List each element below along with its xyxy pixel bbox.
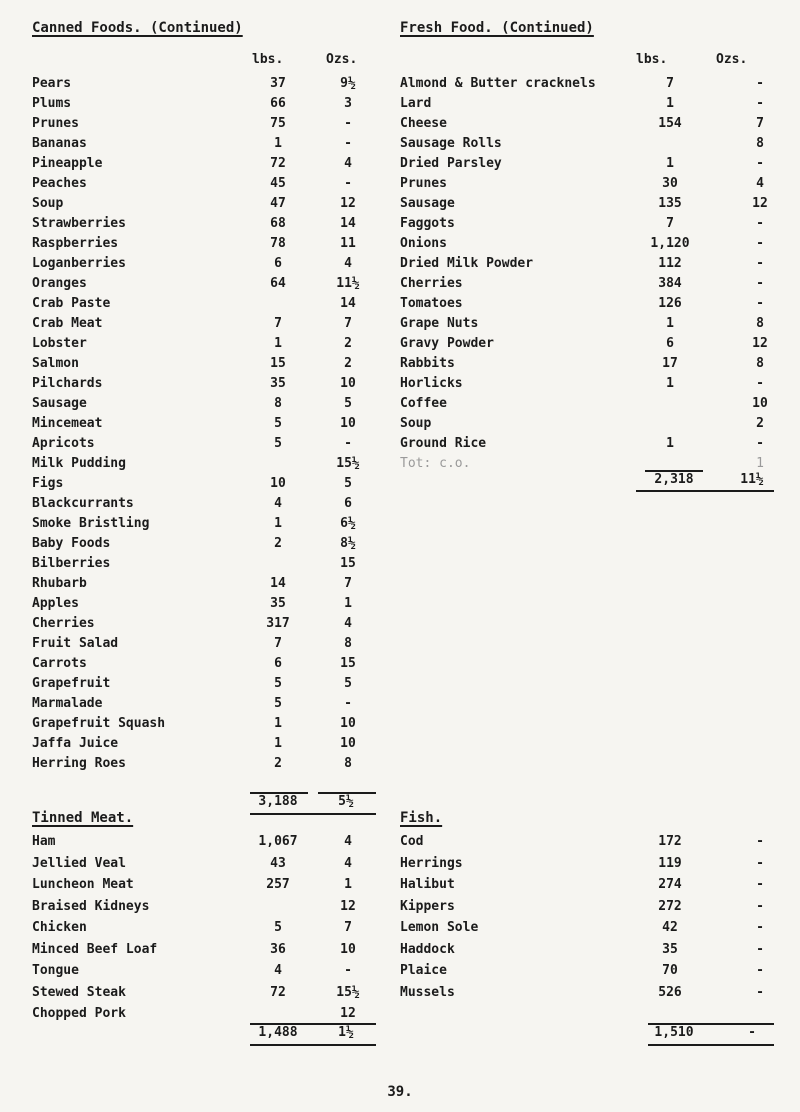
tinned-item-name: Chicken [32,920,87,935]
tinned-item-name: Minced Beef Loaf [32,941,158,957]
canned-total-lbs: 3,188 [258,794,298,809]
fresh-item-name: Lard [400,96,432,111]
fish-item-lbs: 119 [658,855,682,871]
fresh-item-name: Soup [400,416,432,431]
fresh-item-ozs: - [756,256,764,271]
canned-item-name: Peaches [32,176,87,191]
fresh-item-ozs: - [756,276,764,291]
tinned-item-lbs: 1,067 [258,834,298,849]
canned-item-lbs: 2 [274,536,282,551]
canned-item-ozs: 5 [344,396,352,411]
fresh-item-lbs: 1 [666,376,674,391]
tinned-item-name: Tongue [32,963,79,978]
fish-item-lbs: 172 [658,834,682,849]
fresh-total-underline [636,490,774,492]
canned-item-lbs: 37 [270,76,286,91]
fish-item-name: Haddock [400,941,455,957]
fresh-item-lbs: 135 [658,196,682,211]
canned-item-ozs: 10 [340,716,356,731]
fresh-item-name: Dried Milk Powder [400,256,534,271]
fish-item-ozs: - [756,963,764,978]
tinned-item-lbs: 72 [270,984,286,1000]
canned-item-name: Cherries [32,616,95,631]
tinned-total-ozs: 1½ [338,1025,354,1040]
fresh-item-lbs: 384 [658,276,682,291]
fresh-item-lbs: 126 [658,296,682,311]
fresh-item-name: Grape Nuts [400,316,479,331]
fresh-item-lbs: 17 [662,356,678,371]
canned-item-ozs: 6½ [340,516,356,531]
canned-item-lbs: 2 [274,756,282,771]
canned-lbs-header: lbs. [252,52,284,67]
canned-item-lbs: 64 [270,276,286,291]
fish-total-ozs: - [748,1025,756,1040]
tinned-item-lbs: 36 [270,941,286,957]
fresh-item-name: Sausage Rolls [400,136,502,151]
fresh-item-ozs: - [756,96,764,111]
canned-item-name: Plums [32,96,72,111]
fresh-item-ozs: 12 [752,196,768,211]
canned-total-ozs: 5½ [338,794,354,809]
fresh-item-name: Horlicks [400,376,463,391]
canned-item-lbs: 72 [270,156,286,171]
fish-item-lbs: 274 [658,877,682,892]
canned-item-name: Soup [32,196,64,211]
canned-item-name: Bilberries [32,556,111,571]
fresh-faint-name: Tot: c.o. [400,456,471,471]
fresh-food-heading: Fresh Food. (Continued) [400,20,594,36]
canned-item-ozs: 2 [344,336,352,351]
canned-item-lbs: 10 [270,476,286,491]
canned-item-name: Loganberries [32,256,126,271]
fresh-item-name: Tomatoes [400,296,463,311]
fish-item-lbs: 42 [662,920,678,935]
tinned-item-ozs: 4 [344,834,352,849]
canned-item-ozs: 11 [340,236,356,251]
canned-item-lbs: 8 [274,396,282,411]
fish-item-lbs: 272 [658,898,682,914]
canned-item-lbs: 4 [274,496,282,511]
fresh-item-lbs: 112 [658,256,682,271]
canned-item-ozs: 8 [344,756,352,771]
fish-total-lbs: 1,510 [654,1025,694,1040]
canned-item-name: Carrots [32,656,87,671]
fresh-item-lbs: 154 [658,116,682,131]
fresh-item-ozs: 10 [752,396,768,411]
canned-item-name: Strawberries [32,216,126,231]
fish-item-ozs: - [756,855,764,871]
canned-item-name: Jaffa Juice [32,736,119,751]
fish-item-lbs: 526 [658,984,682,1000]
fish-total-underline [648,1044,774,1046]
fish-item-ozs: - [756,834,764,849]
canned-item-name: Grapefruit [32,676,111,691]
canned-item-ozs: 12 [340,196,356,211]
canned-item-lbs: 5 [274,436,282,451]
canned-item-name: Pilchards [32,376,103,391]
fresh-item-name: Gravy Powder [400,336,494,351]
fresh-item-name: Cherries [400,276,463,291]
canned-item-ozs: 7 [344,576,352,591]
tinned-item-lbs: 5 [274,920,282,935]
canned-item-ozs: 8½ [340,536,356,551]
canned-item-lbs: 35 [270,596,286,611]
fish-item-ozs: - [756,941,764,957]
canned-item-lbs: 1 [274,336,282,351]
fish-item-ozs: - [756,898,764,914]
canned-item-ozs: - [344,436,352,451]
fish-item-name: Kippers [400,898,455,914]
canned-item-ozs: 5 [344,476,352,491]
fresh-item-ozs: 8 [756,356,764,371]
canned-item-name: Crab Paste [32,296,111,311]
fresh-item-lbs: 1 [666,96,674,111]
canned-item-name: Smoke Bristling [32,516,150,531]
canned-item-lbs: 7 [274,636,282,651]
tinned-item-ozs: 15½ [336,984,360,1000]
canned-item-ozs: 7 [344,316,352,331]
canned-item-name: Figs [32,476,64,491]
fish-item-ozs: - [756,877,764,892]
canned-item-name: Rhubarb [32,576,87,591]
canned-item-ozs: 8 [344,636,352,651]
tinned-item-ozs: - [344,963,352,978]
tinned-item-name: Chopped Pork [32,1006,126,1021]
tinned-item-ozs: 10 [340,941,356,957]
canned-item-lbs: 45 [270,176,286,191]
fresh-total-ozs: 11½ [740,472,764,487]
fresh-item-ozs: - [756,236,764,251]
canned-item-lbs: 1 [274,516,282,531]
fresh-item-name: Coffee [400,396,447,411]
fresh-item-ozs: 4 [756,176,764,191]
canned-item-lbs: 78 [270,236,286,251]
canned-item-ozs: 3 [344,96,352,111]
canned-item-ozs: 5 [344,676,352,691]
canned-item-name: Milk Pudding [32,456,126,471]
canned-item-name: Apricots [32,436,95,451]
fresh-item-name: Sausage [400,196,455,211]
canned-item-name: Grapefruit Squash [32,716,166,731]
fresh-item-lbs: 6 [666,336,674,351]
tinned-item-lbs: 257 [266,877,290,892]
canned-item-lbs: 47 [270,196,286,211]
fresh-total-lbs: 2,318 [654,472,694,487]
tinned-item-ozs: 4 [344,855,352,871]
fresh-item-name: Ground Rice [400,436,487,451]
canned-item-name: Baby Foods [32,536,111,551]
tinned-item-ozs: 1 [344,877,352,892]
canned-item-name: Oranges [32,276,87,291]
tinned-item-name: Stewed Steak [32,984,126,1000]
tinned-item-name: Luncheon Meat [32,877,134,892]
tinned-item-name: Braised Kidneys [32,898,150,914]
canned-item-name: Bananas [32,136,87,151]
canned-item-lbs: 1 [274,136,282,151]
canned-item-name: Blackcurrants [32,496,134,511]
canned-item-ozs: 1 [344,596,352,611]
fresh-item-name: Faggots [400,216,455,231]
canned-item-lbs: 5 [274,416,282,431]
fresh-item-lbs: 1 [666,316,674,331]
tinned-meat-heading: Tinned Meat. [32,810,134,826]
fresh-item-lbs: 7 [666,76,674,91]
canned-item-ozs: 10 [340,416,356,431]
fish-item-ozs: - [756,920,764,935]
fresh-item-ozs: - [756,216,764,231]
fresh-item-name: Cheese [400,116,447,131]
fresh-item-name: Dried Parsley [400,156,502,171]
tinned-item-lbs: 4 [274,963,282,978]
fresh-item-name: Prunes [400,176,447,191]
canned-item-lbs: 6 [274,656,282,671]
canned-item-lbs: 75 [270,116,286,131]
fresh-item-ozs: - [756,376,764,391]
canned-item-lbs: 68 [270,216,286,231]
canned-item-name: Pears [32,76,72,91]
canned-total-underline [250,813,376,815]
canned-item-ozs: 6 [344,496,352,511]
fish-item-name: Cod [400,834,424,849]
canned-foods-heading: Canned Foods. (Continued) [32,20,243,36]
fresh-item-ozs: 8 [756,316,764,331]
page-number: 39. [387,1084,413,1100]
canned-item-ozs: 15½ [336,456,360,471]
canned-item-name: Lobster [32,336,87,351]
canned-item-name: Herring Roes [32,756,126,771]
canned-item-lbs: 1 [274,736,282,751]
canned-item-name: Sausage [32,396,87,411]
canned-item-name: Prunes [32,116,79,131]
canned-item-ozs: - [344,176,352,191]
fresh-item-lbs: 1 [666,436,674,451]
canned-item-ozs: - [344,696,352,711]
canned-item-lbs: 14 [270,576,286,591]
canned-item-lbs: 66 [270,96,286,111]
fish-item-lbs: 70 [662,963,678,978]
fresh-item-ozs: 2 [756,416,764,431]
tinned-total-underline [250,1044,376,1046]
canned-item-ozs: 15 [340,656,356,671]
canned-item-name: Pineapple [32,156,103,171]
canned-item-lbs: 5 [274,696,282,711]
canned-item-lbs: 35 [270,376,286,391]
tinned-item-name: Ham [32,834,56,849]
canned-item-ozs: - [344,116,352,131]
canned-item-ozs: 11½ [336,276,360,291]
tinned-item-ozs: 7 [344,920,352,935]
tinned-item-ozs: 12 [340,898,356,914]
fresh-item-name: Onions [400,236,447,251]
fish-item-name: Lemon Sole [400,920,479,935]
fish-item-lbs: 35 [662,941,678,957]
canned-item-lbs: 6 [274,256,282,271]
canned-ozs-header: Ozs. [326,52,358,67]
fresh-item-lbs: 7 [666,216,674,231]
fresh-item-lbs: 1,120 [650,236,690,251]
canned-item-name: Marmalade [32,696,103,711]
canned-item-name: Fruit Salad [32,636,119,651]
fresh-item-name: Almond & Butter cracknels [400,76,596,91]
canned-item-name: Raspberries [32,236,119,251]
canned-item-name: Salmon [32,356,79,371]
fresh-item-ozs: 7 [756,116,764,131]
fresh-lbs-header: lbs. [636,52,668,67]
canned-item-ozs: 15 [340,556,356,571]
fresh-item-ozs: - [756,436,764,451]
fish-item-ozs: - [756,984,764,1000]
fresh-item-lbs: 1 [666,156,674,171]
canned-item-ozs: 2 [344,356,352,371]
canned-item-ozs: - [344,136,352,151]
tinned-item-lbs: 43 [270,855,286,871]
canned-item-name: Apples [32,596,79,611]
canned-item-name: Crab Meat [32,316,103,331]
fresh-ozs-header: Ozs. [716,52,748,67]
tinned-item-ozs: 12 [340,1006,356,1021]
canned-item-ozs: 4 [344,156,352,171]
canned-item-name: Mincemeat [32,416,103,431]
fish-item-name: Mussels [400,984,455,1000]
fresh-item-ozs: - [756,296,764,311]
fresh-item-lbs: 30 [662,176,678,191]
fresh-item-ozs: 12 [752,336,768,351]
fish-item-name: Halibut [400,877,455,892]
canned-item-ozs: 10 [340,376,356,391]
canned-item-lbs: 15 [270,356,286,371]
canned-item-ozs: 14 [340,296,356,311]
tinned-total-lbs: 1,488 [258,1025,298,1040]
fresh-item-name: Rabbits [400,356,455,371]
fresh-faint-ozs: 1 [756,456,764,471]
fish-item-name: Herrings [400,855,463,871]
canned-item-lbs: 7 [274,316,282,331]
canned-item-ozs: 10 [340,736,356,751]
canned-item-ozs: 14 [340,216,356,231]
fish-heading: Fish. [400,810,443,826]
fish-item-name: Plaice [400,963,447,978]
fresh-item-ozs: - [756,76,764,91]
canned-item-ozs: 4 [344,256,352,271]
canned-item-ozs: 9½ [340,76,356,91]
canned-item-lbs: 5 [274,676,282,691]
canned-item-ozs: 4 [344,616,352,631]
tinned-item-name: Jellied Veal [32,855,126,871]
fresh-item-ozs: 8 [756,136,764,151]
fresh-item-ozs: - [756,156,764,171]
canned-item-lbs: 1 [274,716,282,731]
canned-item-lbs: 317 [266,616,290,631]
